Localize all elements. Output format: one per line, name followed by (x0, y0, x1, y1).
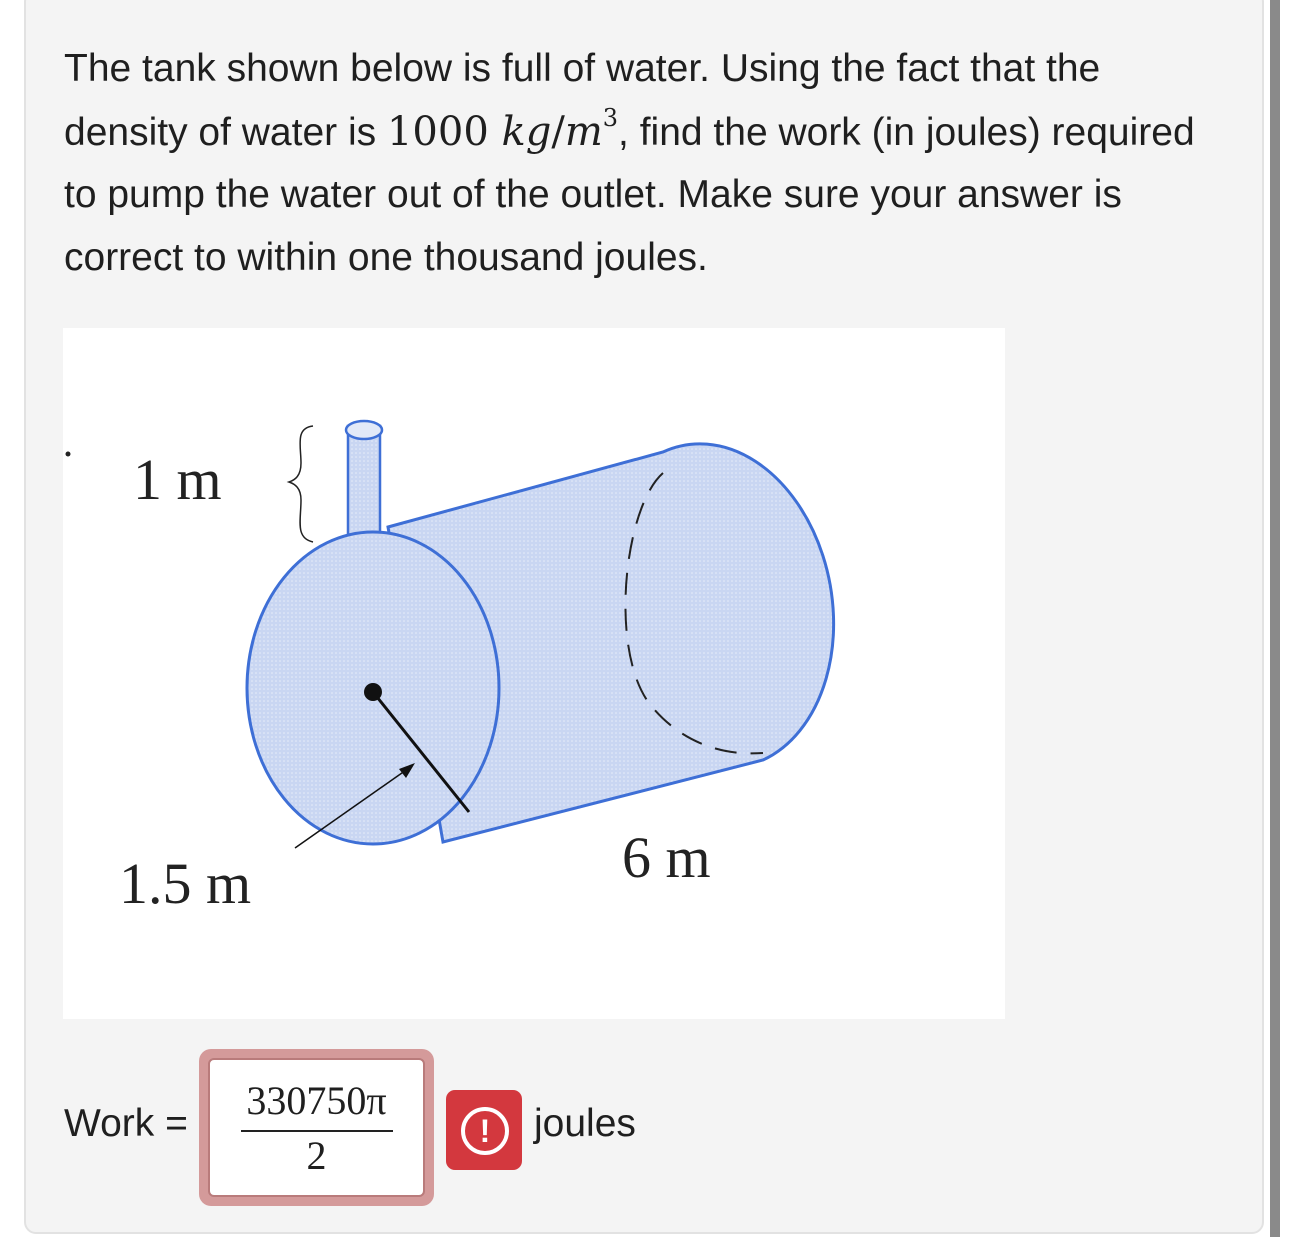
work-label: Work = (64, 1102, 188, 1145)
answer-denominator: 2 (306, 1133, 327, 1178)
stray-mark (66, 452, 71, 457)
answer-input[interactable] (208, 1058, 425, 1197)
answer-fraction (210, 1078, 423, 1176)
density-unit-slash: / (551, 108, 565, 155)
alert-circle-icon: ! (461, 1107, 509, 1155)
scrollbar[interactable] (1270, 0, 1280, 1237)
density-unit-den: m (564, 108, 603, 155)
density-unit-exp: 3 (602, 104, 619, 133)
question-text-before: The tank shown below is full of water. Using the fact that the density of water is (64, 47, 1101, 154)
outlet-height-label: 1 m (133, 447, 222, 512)
radius-label: 1.5 m (119, 851, 252, 916)
answer-numerator: 330750π (246, 1078, 387, 1123)
center-dot (364, 683, 382, 701)
answer-status-button[interactable] (446, 1090, 522, 1170)
unit-label: joules (534, 1102, 636, 1145)
tank-figure (63, 328, 1005, 1019)
density-unit-num: kg (501, 108, 552, 155)
density-value: 1000 (386, 108, 489, 155)
question-text (64, 38, 1234, 289)
outlet-height-brace (289, 426, 313, 542)
length-label: 6 m (622, 825, 711, 890)
density-math (386, 104, 619, 155)
outlet-pipe-top (346, 421, 382, 439)
outlet-pipe (348, 426, 380, 542)
fraction-bar (241, 1130, 393, 1132)
question-text-after: , find the work (in joules) required to pump the water out of the outlet. Make sure your answer is correct to within one thousand joules. (64, 110, 1195, 279)
answer-field-focus-ring (199, 1049, 434, 1206)
